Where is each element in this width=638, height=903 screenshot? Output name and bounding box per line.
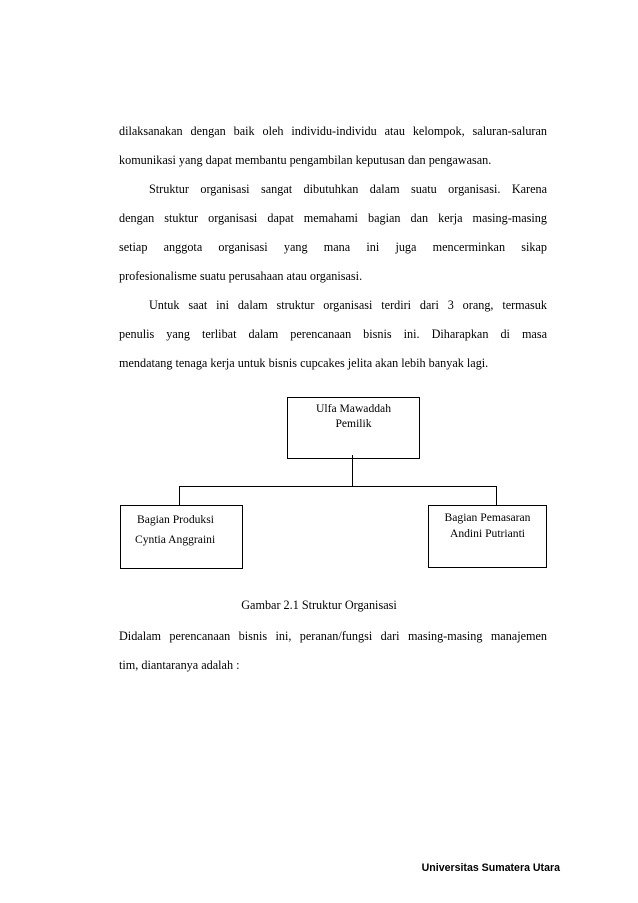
connector-horizontal — [179, 486, 497, 487]
marketing-role: Bagian Pemasaran — [444, 511, 531, 524]
connector-vertical-marketing — [496, 486, 497, 506]
paragraph-1-line-1: dilaksanakan dengan baik oleh individu-individu atau kelompok, saluran-saluran — [119, 124, 547, 138]
org-box-production — [120, 505, 243, 569]
paragraph-2-line-2: dengan stuktur organisasi dapat memahami bagian dan kerja masing-masing — [119, 211, 547, 225]
connector-vertical-owner — [352, 455, 353, 487]
paragraph-1-line-2: komunikasi yang dapat membantu pengambilan keputusan dan pengawasan. — [119, 153, 492, 167]
paragraph-3-line-2: penulis yang terlibat dalam perencanaan bisnis ini. Diharapkan di masa — [119, 327, 547, 341]
paragraph-4-line-1: Didalam perencanaan bisnis ini, peranan/fungsi dari masing-masing manajemen — [119, 629, 547, 643]
paragraph-2-line-1: Struktur organisasi sangat dibutuhkan dalam suatu organisasi. Karena — [149, 182, 547, 196]
page-footer: Universitas Sumatera Utara — [421, 862, 560, 874]
paragraph-2-line-4: profesionalisme suatu perusahaan atau organisasi. — [119, 269, 363, 283]
org-box-marketing — [428, 505, 547, 568]
owner-role: Pemilik — [335, 417, 372, 430]
production-name: Cyntia Anggraini — [135, 533, 216, 546]
connector-vertical-production — [179, 486, 180, 506]
marketing-name: Andini Putrianti — [449, 527, 526, 540]
org-box-owner — [287, 397, 420, 459]
figure-caption: Gambar 2.1 Struktur Organisasi — [241, 598, 397, 612]
paragraph-2-line-3: setiap anggota organisasi yang mana ini juga mencerminkan sikap — [119, 240, 547, 254]
paragraph-4-line-2: tim, diantaranya adalah : — [119, 658, 240, 672]
production-role: Bagian Produksi — [137, 513, 214, 526]
paragraph-3-line-3: mendatang tenaga kerja untuk bisnis cupcakes jelita akan lebih banyak lagi. — [119, 356, 489, 370]
owner-name: Ulfa Mawaddah — [315, 402, 391, 415]
paragraph-3-line-1: Untuk saat ini dalam struktur organisasi terdiri dari 3 orang, termasuk — [149, 298, 547, 312]
